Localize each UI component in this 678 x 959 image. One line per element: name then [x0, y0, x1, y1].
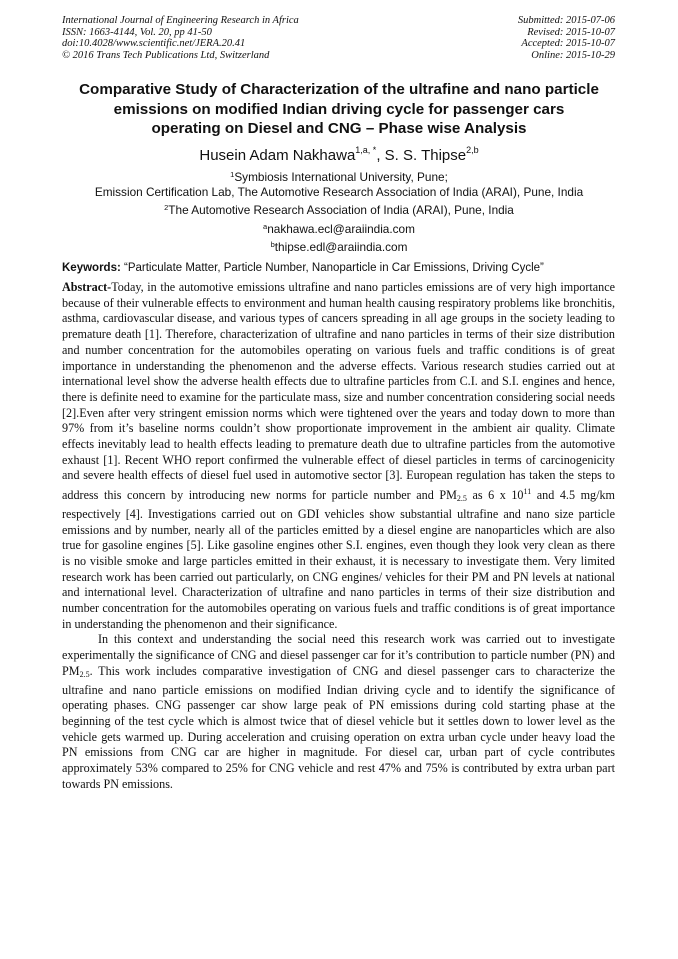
author-list — [40, 141, 638, 166]
author-email[interactable]: thipse.edl@araiindia.com — [274, 239, 408, 254]
subscript: 2.5 — [79, 669, 90, 679]
superscript: 11 — [523, 487, 532, 497]
keywords-text: “Particulate Matter, Particle Number, Nanoparticle in Car Emissions, Driving Cycle” — [124, 262, 544, 274]
affiliation-line — [40, 200, 638, 218]
copyright-line: © 2016 Trans Tech Publications Ltd, Switzerland — [62, 49, 270, 61]
abstract-label: Abstract- — [62, 280, 112, 294]
affiliation-text: Emission Certification Lab, The Automotive Research Association of India (ARAI), Pune, India — [94, 185, 584, 200]
author-separator: , — [376, 147, 385, 164]
keywords-label: Keywords: — [62, 262, 124, 274]
revised-date: Revised: 2015-10-07 — [527, 26, 615, 38]
paragraph-text: and 4.5 mg/km respectively [4]. Investigations carried out on GDI vehicles show substantial ultrafine and nano size particle emissions and by number, nearly all of the particles emitted by a diesel engine are nanoparticles which are also true for gasoline engines [5]. Like gasoline engines other S.I. engines, even though they look very clean as there is no visible smoke and large particles emitted in their exhaust, it is necessary to investigate them. Very limited research work has been carried out particularly, on CNG engines/ vehicles for their PM and PN levels at national and international level. Characterization of ultrafine and nano particles in terms of their size distribution and number concentration for the automobiles operating on various fuels and traffic conditions is of great importance in understanding the phenomenon and their significance. — [62, 488, 615, 631]
affiliation-marker: 1 — [230, 170, 235, 179]
title-line: Comparative Study of Characterization of the ultrafine and nano particle — [79, 81, 599, 98]
author-email[interactable]: nakhawa.ecl@araiindia.com — [267, 221, 415, 236]
issn-line: ISSN: 1663-4144, Vol. 20, pp 41-50 — [62, 26, 212, 38]
author-marker: 2,b — [466, 145, 479, 155]
affiliation-line — [40, 185, 638, 200]
affiliation-marker: 2 — [164, 203, 169, 213]
paper-title — [40, 80, 638, 139]
doi-line: doi:10.4028/www.scientific.net/JERA.20.41 — [62, 38, 246, 50]
email-marker: b — [270, 239, 275, 249]
keywords — [62, 261, 618, 276]
title-line: operating on Diesel and CNG – Phase wise Analysis — [151, 120, 527, 137]
submitted-date: Submitted: 2015-07-06 — [517, 15, 615, 26]
journal-name: International Journal of Engineering Research in Africa — [62, 15, 299, 26]
author-name: S. S. Thipse — [384, 147, 467, 164]
paragraph-text: In this context and understanding the social need this research work was carried out to investigate experimentally the significance of CNG and diesel passenger car for it’s contribution to particle number (PN) and PM — [62, 632, 615, 678]
publication-dates — [518, 15, 615, 61]
email-line — [40, 219, 638, 237]
abstract — [62, 280, 615, 793]
email-marker: a — [263, 221, 268, 231]
journal-info — [62, 15, 299, 61]
affiliation-text: Symbiosis International University, Pune; — [234, 170, 448, 184]
title-line: emissions on modified Indian driving cycle for passenger cars — [113, 100, 565, 118]
affiliation-text: The Automotive Research Association of India (ARAI), Pune, India — [168, 203, 514, 218]
online-date: Online: 2015-10-29 — [531, 49, 615, 61]
author-name: Husein Adam Nakhawa — [199, 147, 356, 164]
author-marker: 1,a, * — [355, 145, 377, 155]
paragraph-text: . This work includes comparative investigation of CNG and diesel passenger cars to characterize the ultrafine and nano particle emissions on modified Indian driving cycle and to identify the significance of operating phases. CNG passenger car show large peak of PN emissions during cold starting phase at the beginning of the test cycle which is almost twice that of diesel vehicle but it settles down to lower level as the vehicle gets warmed up. During acceleration and cruising operation on extra urban cycle under heavy load the PN emissions from CNG car are higher in magnitude. For diesel car, urban part of cycle contributes approximately 53% compared to 25% for CNG vehicle and rest 47% and 75% is contributed by extra urban part towards PN emissions. — [62, 663, 615, 791]
email-line — [40, 237, 638, 255]
accepted-date: Accepted: 2015-10-07 — [521, 38, 615, 50]
abstract-paragraph — [62, 280, 615, 632]
subscript: 2.5 — [456, 494, 467, 504]
paragraph-text: Today, in the automotive emissions ultrafine and nano particles emissions are of very high importance because of their vulnerable effects to environment and human health causing respiratory problems like bronchitis, asthma, cardiovascular disease, and various types of cancers spreading in all age groups in the society leading to premature death [1]. Therefore, characterization of ultrafine and nano particles in terms of their size distribution and number concentration for the automobiles operating on various fuels and traffic conditions is of great importance in understanding the phenomenon and the adverse effects. Various research studies carried out at international level show the adverse health effects due to ultrafine particles from C.I. and S.I. engines and hence, there is definite need to examine for the particulate mass, size and number concentration considering social needs [2].Even after very stringent emission norms which were tightened over the years and today down to more than 97% from it’s baseline norms couldn’t show proportionate improvement in the ambient air quality. Climate effects inevitably lead to health effects leading to premature death due to ultrafine particles from the automotive exhaust [1]. Recent WHO report confirmed the vulnerable effect of diesel particles in terms of carcinogenicity and severe health effects of diesel fuel used in automotive sector [3]. European regulation has taken the steps to address this concern by introducing new norms for particle number and PM — [62, 280, 615, 503]
affiliations — [40, 167, 638, 255]
affiliation-line — [40, 167, 638, 185]
paragraph-text: as 6 x 10 — [466, 488, 524, 503]
abstract-paragraph — [62, 632, 615, 792]
